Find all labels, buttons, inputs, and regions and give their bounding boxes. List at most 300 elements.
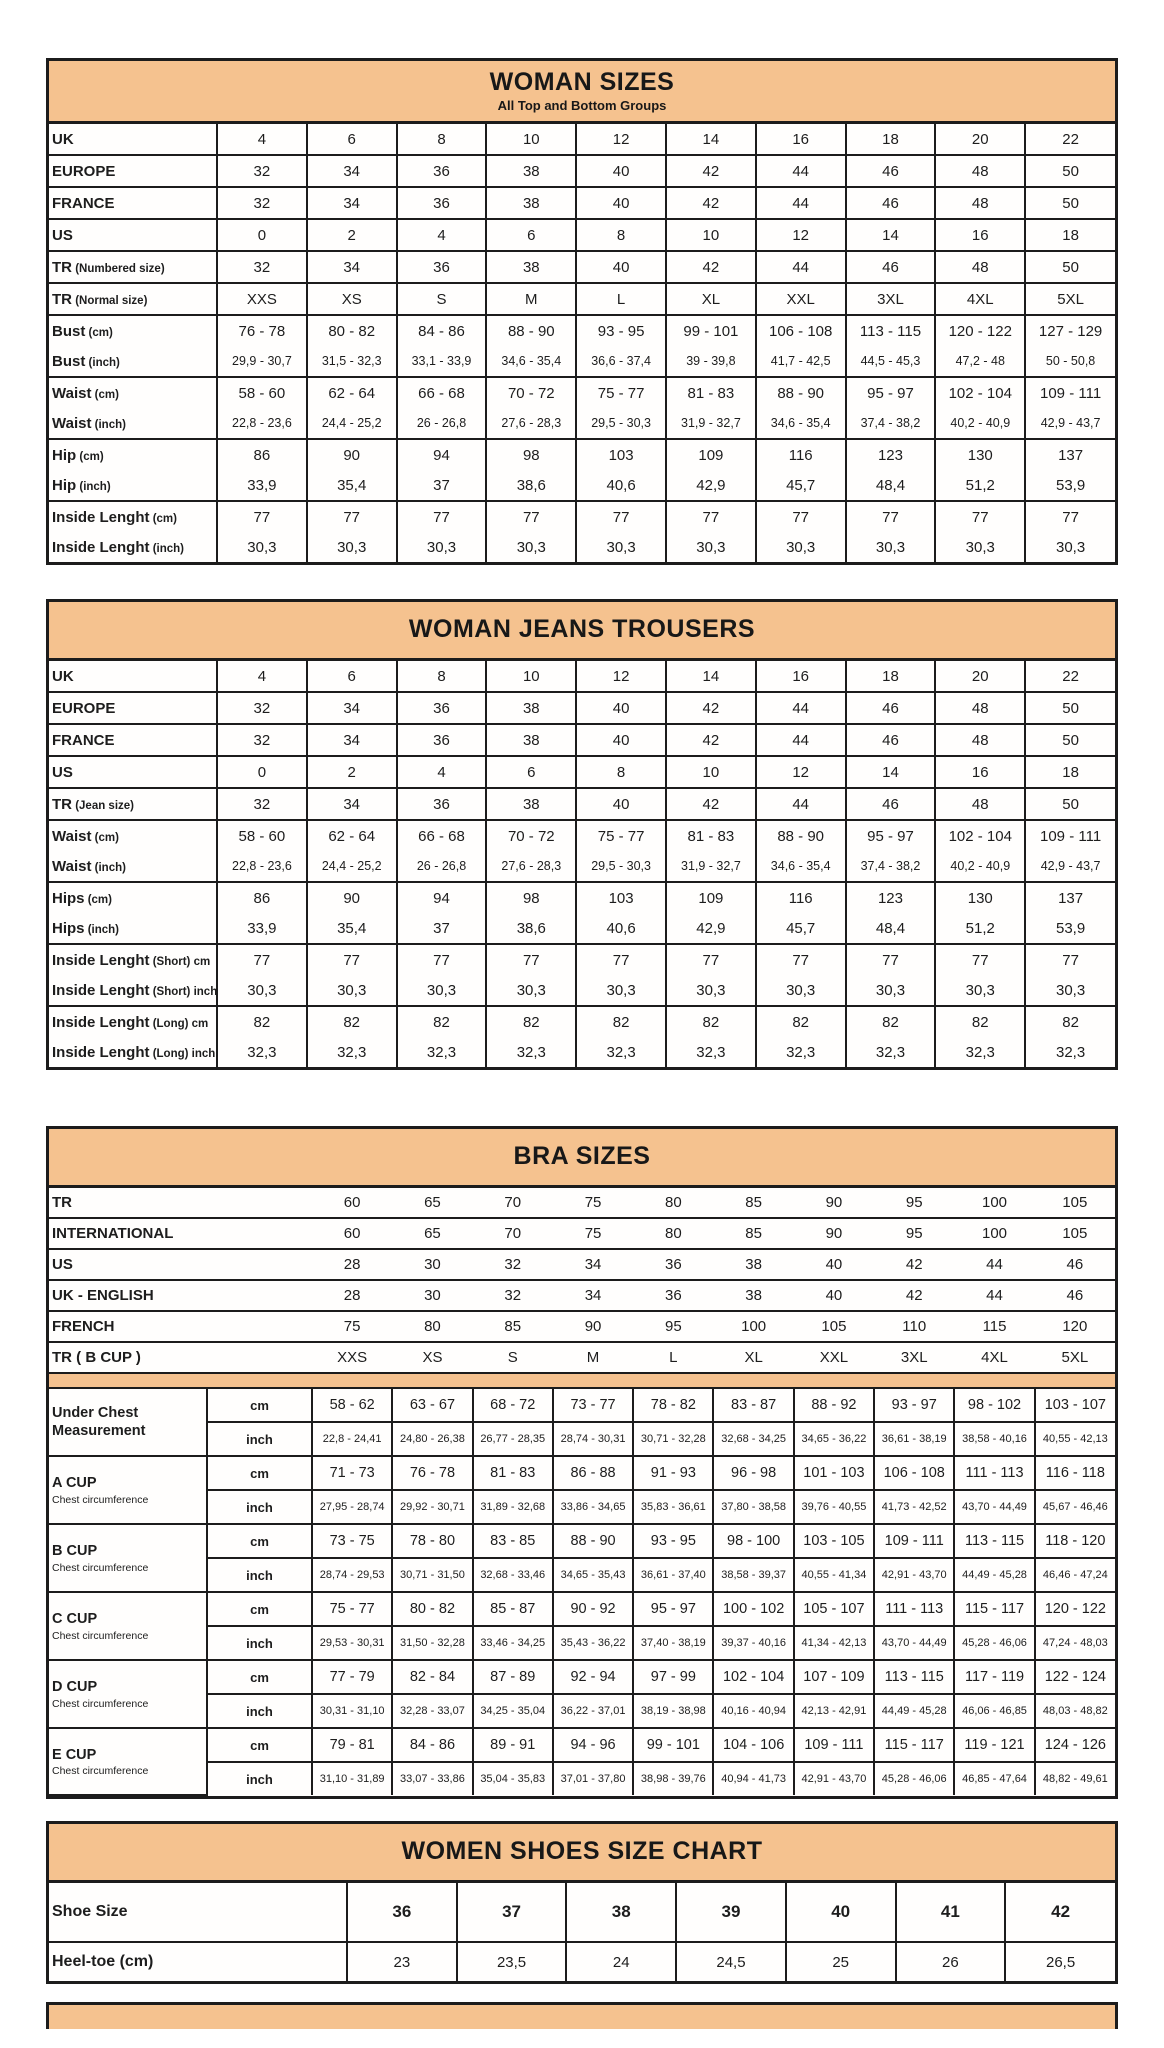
cell-value: 29,5 - 30,3 bbox=[576, 851, 666, 882]
cell-value: 32,28 - 33,07 bbox=[392, 1694, 472, 1728]
accent-strip bbox=[49, 1372, 1115, 1389]
cell-value: 116 bbox=[756, 882, 846, 913]
table-row bbox=[49, 913, 1115, 944]
table-row bbox=[49, 346, 1115, 377]
row-label bbox=[49, 756, 217, 788]
cell-value: 12 bbox=[576, 661, 666, 692]
row-label-text: Waist bbox=[52, 384, 92, 402]
cup-label bbox=[49, 1389, 207, 1456]
cell-value: 27,6 - 28,3 bbox=[486, 851, 576, 882]
cell-value: 27,95 - 28,74 bbox=[312, 1490, 392, 1524]
row-label-text: FRANCE bbox=[52, 194, 115, 212]
woman-sizes-table bbox=[46, 58, 1118, 565]
cell-value: 40 bbox=[794, 1249, 874, 1280]
cell-value: 34 bbox=[307, 724, 397, 756]
cell-value: 46 bbox=[846, 251, 936, 283]
row-label bbox=[49, 187, 217, 219]
row-label-unit: (cm) bbox=[84, 893, 112, 906]
cup-label bbox=[49, 1728, 207, 1795]
cell-value: 118 - 120 bbox=[1035, 1524, 1115, 1558]
cell-value: 82 bbox=[217, 1006, 307, 1037]
table-row bbox=[49, 944, 1115, 975]
shoes-table bbox=[46, 1821, 1118, 1984]
cell-value: 6 bbox=[486, 756, 576, 788]
cell-value: 124 - 126 bbox=[1035, 1728, 1115, 1762]
cell-value: 77 bbox=[1025, 944, 1115, 975]
cell-value: 24,80 - 26,38 bbox=[392, 1422, 472, 1456]
row-label bbox=[49, 820, 217, 851]
cell-value: 8 bbox=[576, 756, 666, 788]
cell-value: 120 - 122 bbox=[1035, 1592, 1115, 1626]
cell-value: 85 bbox=[713, 1218, 793, 1249]
cell-value: 44,49 - 45,28 bbox=[954, 1558, 1034, 1592]
cell-value: 31,9 - 32,7 bbox=[666, 408, 756, 439]
cell-value: XXL bbox=[794, 1342, 874, 1372]
cell-value: 36,22 - 37,01 bbox=[553, 1694, 633, 1728]
cell-value: 70 - 72 bbox=[486, 377, 576, 408]
row-label-unit: (inch) bbox=[91, 861, 126, 874]
row-label-text: TR bbox=[52, 795, 72, 813]
table-title: WOMAN SIZES bbox=[489, 68, 675, 96]
row-label bbox=[49, 1218, 312, 1249]
unit-label: inch bbox=[207, 1762, 312, 1795]
table-row bbox=[49, 1188, 1115, 1218]
cell-value: 28 bbox=[312, 1249, 392, 1280]
cell-value: 44 bbox=[756, 155, 846, 187]
cell-value: 32,68 - 34,25 bbox=[713, 1422, 793, 1456]
cell-value: 20 bbox=[935, 661, 1025, 692]
cell-value: 86 bbox=[217, 882, 307, 913]
row-label bbox=[49, 944, 217, 975]
table-row bbox=[49, 1389, 1115, 1422]
row-label bbox=[49, 251, 217, 283]
row-label-text: US bbox=[52, 226, 73, 244]
cell-value: 113 - 115 bbox=[846, 315, 936, 346]
cell-value: 88 - 92 bbox=[794, 1389, 874, 1422]
cell-value: 120 bbox=[1035, 1311, 1115, 1342]
cell-value: 44 bbox=[954, 1280, 1034, 1311]
cell-value: 66 - 68 bbox=[397, 377, 487, 408]
cell-value: 44 bbox=[756, 187, 846, 219]
shoes-header-band bbox=[49, 1824, 1115, 1883]
row-label-unit: (Normal size) bbox=[72, 294, 148, 307]
cell-value: 26,77 - 28,35 bbox=[473, 1422, 553, 1456]
cell-value: 48 bbox=[935, 155, 1025, 187]
cell-value: 48,4 bbox=[846, 470, 936, 501]
cell-value: 36 bbox=[397, 251, 487, 283]
row-label-text: Inside Lenght bbox=[52, 1013, 150, 1031]
cell-value: 38 bbox=[486, 155, 576, 187]
row-label bbox=[49, 439, 217, 470]
cell-value: 75 bbox=[553, 1218, 633, 1249]
table-title: WOMAN JEANS TROUSERS bbox=[408, 615, 756, 643]
cell-value: 90 bbox=[307, 882, 397, 913]
unit-label: inch bbox=[207, 1490, 312, 1524]
cell-value: 2 bbox=[307, 756, 397, 788]
cell-value: 96 - 98 bbox=[713, 1456, 793, 1490]
woman-jeans-table bbox=[46, 599, 1118, 1070]
cell-value: 37 bbox=[397, 470, 487, 501]
row-label-unit: (Long) inch bbox=[149, 1047, 216, 1060]
cell-value: 26,5 bbox=[1005, 1942, 1115, 1981]
cell-value: 35,83 - 36,61 bbox=[633, 1490, 713, 1524]
cell-value: 31,10 - 31,89 bbox=[312, 1762, 392, 1795]
cell-value: 38 bbox=[486, 724, 576, 756]
row-label bbox=[49, 1280, 312, 1311]
cell-value: 30,3 bbox=[846, 975, 936, 1006]
cell-value: 75 - 77 bbox=[576, 820, 666, 851]
cell-value: 4 bbox=[397, 219, 487, 251]
cell-value: 44 bbox=[954, 1249, 1034, 1280]
cell-value: 30,3 bbox=[486, 975, 576, 1006]
cell-value: 105 bbox=[794, 1311, 874, 1342]
cell-value: 30,3 bbox=[935, 975, 1025, 1006]
cell-value: 37 bbox=[397, 913, 487, 944]
cell-value: 95 - 97 bbox=[846, 377, 936, 408]
cell-value: 42 bbox=[666, 692, 756, 724]
cell-value: 78 - 80 bbox=[392, 1524, 472, 1558]
cell-value: 44 bbox=[756, 788, 846, 820]
cell-value: 36 bbox=[397, 724, 487, 756]
cell-value: 82 bbox=[756, 1006, 846, 1037]
cell-value: 0 bbox=[217, 219, 307, 251]
cell-value: 62 - 64 bbox=[307, 820, 397, 851]
cell-value: 77 bbox=[307, 501, 397, 532]
table-row bbox=[49, 439, 1115, 470]
cell-value: 42 bbox=[666, 251, 756, 283]
cell-value: 30,3 bbox=[576, 975, 666, 1006]
cell-value: 109 - 111 bbox=[1025, 820, 1115, 851]
cell-value: 32,68 - 33,46 bbox=[473, 1558, 553, 1592]
cell-value: 45,28 - 46,06 bbox=[954, 1626, 1034, 1660]
cell-value: 75 bbox=[553, 1188, 633, 1218]
cell-value: 85 bbox=[473, 1311, 553, 1342]
cell-value: L bbox=[633, 1342, 713, 1372]
cell-value: 113 - 115 bbox=[954, 1524, 1034, 1558]
cell-value: 100 bbox=[713, 1311, 793, 1342]
cell-value: 26 bbox=[896, 1942, 1006, 1981]
cell-value: 110 bbox=[874, 1311, 954, 1342]
cell-value: 35,04 - 35,83 bbox=[473, 1762, 553, 1795]
cell-value: 50 bbox=[1025, 788, 1115, 820]
cell-value: 116 - 118 bbox=[1035, 1456, 1115, 1490]
table-row bbox=[49, 1694, 1115, 1728]
cell-value: 80 bbox=[392, 1311, 472, 1342]
cell-value: 32 bbox=[217, 724, 307, 756]
cell-value: 4 bbox=[217, 661, 307, 692]
cell-value: 31,9 - 32,7 bbox=[666, 851, 756, 882]
cell-value: 30,3 bbox=[666, 532, 756, 562]
table-row bbox=[49, 1660, 1115, 1694]
cell-value: 40 bbox=[576, 788, 666, 820]
cell-value: 36,61 - 37,40 bbox=[633, 1558, 713, 1592]
cell-value: 32,3 bbox=[756, 1037, 846, 1067]
cell-value: 30 bbox=[392, 1280, 472, 1311]
table-subtitle: All Top and Bottom Groups bbox=[497, 98, 667, 113]
cell-value: 65 bbox=[392, 1188, 472, 1218]
cell-value: 30,3 bbox=[307, 532, 397, 562]
cell-value: 77 bbox=[397, 501, 487, 532]
cell-value: 8 bbox=[397, 661, 487, 692]
cell-value: 34 bbox=[553, 1249, 633, 1280]
cell-value: 42,9 - 43,7 bbox=[1025, 851, 1115, 882]
cell-value: 37,01 - 37,80 bbox=[553, 1762, 633, 1795]
table-row bbox=[49, 155, 1115, 187]
cell-value: 24 bbox=[566, 1942, 676, 1981]
cell-value: 32 bbox=[473, 1249, 553, 1280]
row-label-text: UK bbox=[52, 667, 74, 685]
cell-value: 103 bbox=[576, 439, 666, 470]
cell-value: 48 bbox=[935, 692, 1025, 724]
cell-value: 113 - 115 bbox=[874, 1660, 954, 1694]
cell-value: 99 - 101 bbox=[666, 315, 756, 346]
cell-value: 60 bbox=[312, 1188, 392, 1218]
table-row bbox=[49, 724, 1115, 756]
table-row bbox=[49, 1422, 1115, 1456]
cell-value: 77 bbox=[397, 944, 487, 975]
cell-value: 42 bbox=[874, 1249, 954, 1280]
cell-value: 36 bbox=[347, 1883, 457, 1942]
table-title: BRA SIZES bbox=[513, 1142, 651, 1170]
row-label-text: Waist bbox=[52, 857, 92, 875]
cell-value: 89 - 91 bbox=[473, 1728, 553, 1762]
cell-value: 46 bbox=[846, 788, 936, 820]
cell-value: 34,6 - 35,4 bbox=[756, 851, 846, 882]
cell-value: 77 bbox=[935, 501, 1025, 532]
row-label-text: Bust bbox=[52, 322, 86, 340]
cell-value: 16 bbox=[756, 661, 846, 692]
row-label bbox=[49, 1311, 312, 1342]
cell-value: 32,3 bbox=[1025, 1037, 1115, 1067]
cell-value: 109 - 111 bbox=[874, 1524, 954, 1558]
cell-value: 32,3 bbox=[486, 1037, 576, 1067]
cell-value: XXS bbox=[312, 1342, 392, 1372]
row-label bbox=[49, 377, 217, 408]
cell-value: 18 bbox=[846, 661, 936, 692]
cell-value: 98 - 102 bbox=[954, 1389, 1034, 1422]
cell-value: 22,8 - 23,6 bbox=[217, 408, 307, 439]
cell-value: 76 - 78 bbox=[217, 315, 307, 346]
cell-value: 50 bbox=[1025, 155, 1115, 187]
cell-value: 123 bbox=[846, 882, 936, 913]
cell-value: 34,65 - 36,22 bbox=[794, 1422, 874, 1456]
cell-value: 30,31 - 31,10 bbox=[312, 1694, 392, 1728]
cell-value: 62 - 64 bbox=[307, 377, 397, 408]
row-label bbox=[49, 975, 217, 1006]
cell-value: 38,19 - 38,98 bbox=[633, 1694, 713, 1728]
cell-value: 103 bbox=[576, 882, 666, 913]
cell-value: 77 bbox=[217, 944, 307, 975]
cell-value: 46 bbox=[1035, 1280, 1115, 1311]
cell-value: 83 - 85 bbox=[473, 1524, 553, 1558]
cup-label-text: Under Chest Measurement bbox=[52, 1404, 146, 1439]
cell-value: 85 bbox=[713, 1188, 793, 1218]
row-label-unit: (Long) cm bbox=[149, 1017, 209, 1030]
cell-value: 94 bbox=[397, 439, 487, 470]
cell-value: 99 - 101 bbox=[633, 1728, 713, 1762]
cell-value: 43,70 - 44,49 bbox=[874, 1626, 954, 1660]
cell-value: 44 bbox=[756, 724, 846, 756]
row-label bbox=[49, 315, 217, 346]
cell-value: 12 bbox=[576, 124, 666, 155]
cell-value: 30,3 bbox=[756, 532, 846, 562]
cell-value: 53,9 bbox=[1025, 470, 1115, 501]
cell-value: 36 bbox=[633, 1280, 713, 1311]
row-label bbox=[49, 788, 217, 820]
cell-value: 42 bbox=[666, 187, 756, 219]
cell-value: 33,1 - 33,9 bbox=[397, 346, 487, 377]
unit-label: inch bbox=[207, 1626, 312, 1660]
cell-value: 31,5 - 32,3 bbox=[307, 346, 397, 377]
cell-value: 104 - 106 bbox=[713, 1728, 793, 1762]
cell-value: 12 bbox=[756, 219, 846, 251]
cell-value: 82 - 84 bbox=[392, 1660, 472, 1694]
cell-value: 50 bbox=[1025, 724, 1115, 756]
table-row bbox=[49, 1883, 1115, 1942]
cell-value: 77 bbox=[217, 501, 307, 532]
row-label bbox=[49, 1037, 217, 1067]
cell-value: 30,3 bbox=[1025, 532, 1115, 562]
row-label-unit: (cm) bbox=[91, 831, 119, 844]
cell-value: 32,3 bbox=[666, 1037, 756, 1067]
cell-value: 47,24 - 48,03 bbox=[1035, 1626, 1115, 1660]
bra-sizes-plain-grid bbox=[49, 1188, 1115, 1372]
cup-label-text: E CUP bbox=[52, 1746, 97, 1763]
cell-value: 77 bbox=[846, 501, 936, 532]
cell-value: 42,13 - 42,91 bbox=[794, 1694, 874, 1728]
table-row bbox=[49, 1592, 1115, 1626]
cell-value: 77 bbox=[666, 501, 756, 532]
cell-value: 6 bbox=[486, 219, 576, 251]
cell-value: 29,9 - 30,7 bbox=[217, 346, 307, 377]
cell-value: 23 bbox=[347, 1942, 457, 1981]
cell-value: 39,37 - 40,16 bbox=[713, 1626, 793, 1660]
cell-value: 42 bbox=[666, 724, 756, 756]
cell-value: 30,3 bbox=[217, 532, 307, 562]
row-label-text: INTERNATIONAL bbox=[52, 1225, 174, 1242]
cell-value: 58 - 60 bbox=[217, 820, 307, 851]
unit-label: cm bbox=[207, 1524, 312, 1558]
cell-value: 32 bbox=[217, 692, 307, 724]
cell-value: 41,34 - 42,13 bbox=[794, 1626, 874, 1660]
table-row bbox=[49, 1762, 1115, 1795]
cell-value: 38 bbox=[486, 187, 576, 219]
cell-value: 111 - 113 bbox=[954, 1456, 1034, 1490]
cell-value: 32,3 bbox=[397, 1037, 487, 1067]
cell-value: M bbox=[553, 1342, 633, 1372]
table-row bbox=[49, 1037, 1115, 1067]
cell-value: 30,3 bbox=[486, 532, 576, 562]
cell-value: 14 bbox=[846, 756, 936, 788]
cell-value: 40 bbox=[786, 1883, 896, 1942]
row-label-text: TR bbox=[52, 1194, 72, 1211]
cell-value: 46 bbox=[1035, 1249, 1115, 1280]
row-label bbox=[49, 470, 217, 501]
cell-value: 39,76 - 40,55 bbox=[794, 1490, 874, 1524]
cell-value: 88 - 90 bbox=[756, 377, 846, 408]
cell-value: 42,91 - 43,70 bbox=[874, 1558, 954, 1592]
table-row bbox=[49, 1524, 1115, 1558]
row-label-text: Hips bbox=[52, 889, 85, 907]
cell-value: 30,71 - 31,50 bbox=[392, 1558, 472, 1592]
cell-value: 41,73 - 42,52 bbox=[874, 1490, 954, 1524]
cell-value: 40,55 - 42,13 bbox=[1035, 1422, 1115, 1456]
cell-value: 80 - 82 bbox=[307, 315, 397, 346]
table-row bbox=[49, 1218, 1115, 1249]
cell-value: 35,43 - 36,22 bbox=[553, 1626, 633, 1660]
shoes-grid bbox=[49, 1883, 1115, 1981]
row-label-unit: (cm) bbox=[149, 512, 177, 525]
cell-value: 53,9 bbox=[1025, 913, 1115, 944]
cell-value: 2 bbox=[307, 219, 397, 251]
cell-value: 33,46 - 34,25 bbox=[473, 1626, 553, 1660]
cell-value: 46 bbox=[846, 692, 936, 724]
table-row bbox=[49, 661, 1115, 692]
cell-value: 79 - 81 bbox=[312, 1728, 392, 1762]
cell-value: 22 bbox=[1025, 661, 1115, 692]
cell-value: 46,46 - 47,24 bbox=[1035, 1558, 1115, 1592]
cell-value: 42 bbox=[666, 788, 756, 820]
table-row bbox=[49, 1456, 1115, 1490]
row-label bbox=[49, 692, 217, 724]
table-row bbox=[49, 788, 1115, 820]
cell-value: 93 - 95 bbox=[576, 315, 666, 346]
row-label-unit: (cm) bbox=[85, 326, 113, 339]
cell-value: 51,2 bbox=[935, 470, 1025, 501]
cell-value: 32,3 bbox=[217, 1037, 307, 1067]
table-row bbox=[49, 315, 1115, 346]
table-row bbox=[49, 1342, 1115, 1372]
cell-value: 48 bbox=[935, 788, 1025, 820]
cell-value: 46,85 - 47,64 bbox=[954, 1762, 1034, 1795]
cell-value: 102 - 104 bbox=[713, 1660, 793, 1694]
cup-label bbox=[49, 1660, 207, 1728]
cell-value: 6 bbox=[307, 661, 397, 692]
cell-value: 106 - 108 bbox=[874, 1456, 954, 1490]
cell-value: 77 bbox=[935, 944, 1025, 975]
table-row bbox=[49, 283, 1115, 315]
cell-value: 86 bbox=[217, 439, 307, 470]
cell-value: 42,9 - 43,7 bbox=[1025, 408, 1115, 439]
cell-value: 93 - 95 bbox=[633, 1524, 713, 1558]
table-row bbox=[49, 377, 1115, 408]
cell-value: M bbox=[486, 283, 576, 315]
cell-value: 10 bbox=[486, 661, 576, 692]
cell-value: 94 bbox=[397, 882, 487, 913]
cell-value: 34 bbox=[307, 187, 397, 219]
cell-value: 12 bbox=[756, 756, 846, 788]
cell-value: 48 bbox=[935, 724, 1025, 756]
row-label bbox=[49, 661, 217, 692]
cell-value: 38,6 bbox=[486, 470, 576, 501]
cell-value: 30,3 bbox=[397, 532, 487, 562]
table-row bbox=[49, 1626, 1115, 1660]
cell-value: 48,82 - 49,61 bbox=[1035, 1762, 1115, 1795]
unit-label: cm bbox=[207, 1728, 312, 1762]
cell-value: 3XL bbox=[846, 283, 936, 315]
cell-value: 98 - 100 bbox=[713, 1524, 793, 1558]
cell-value: 123 bbox=[846, 439, 936, 470]
cell-value: 35,4 bbox=[307, 913, 397, 944]
cell-value: 109 bbox=[666, 439, 756, 470]
row-label-text: FRANCE bbox=[52, 731, 115, 749]
cell-value: 40,6 bbox=[576, 913, 666, 944]
row-label bbox=[49, 1249, 312, 1280]
cell-value: 29,53 - 30,31 bbox=[312, 1626, 392, 1660]
row-label-unit: (inch) bbox=[85, 356, 120, 369]
cell-value: 30,3 bbox=[397, 975, 487, 1006]
cell-value: 30,3 bbox=[1025, 975, 1115, 1006]
